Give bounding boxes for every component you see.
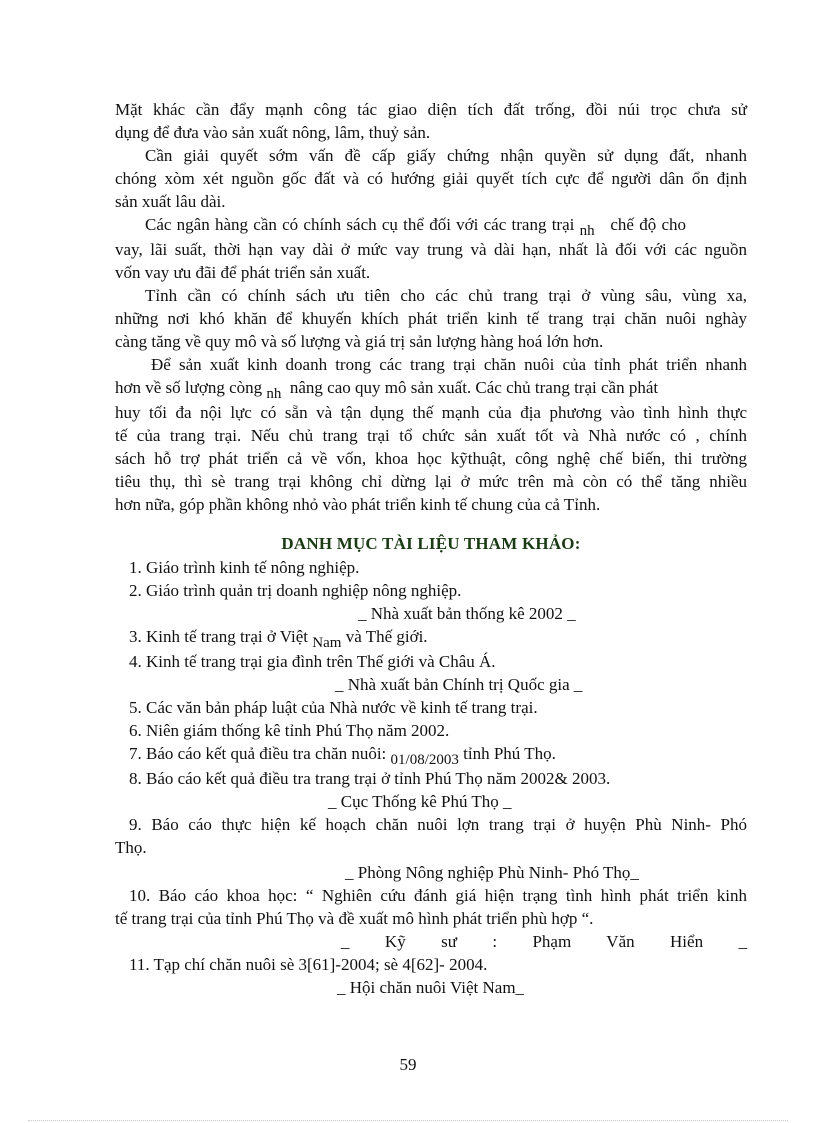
reference-item: 1. Giáo trình kinh tế nông nghiệp. xyxy=(129,558,360,577)
text-line: hơn nữa, góp phần không nhỏ vào phát triển kinh tế chung của cả Tỉnh. xyxy=(115,495,601,514)
references-list xyxy=(115,556,747,999)
text-fragment: hơn về số lượng còng xyxy=(115,378,263,397)
text-line: Tỉnh cần có chính sách ưu tiên cho các chủ trang trại ở vùng sâu, vùng xa, xyxy=(145,286,747,305)
text-line: dụng để đưa vào sản xuất nông, lâm, thuỷ sản. xyxy=(115,123,431,142)
reference-source: _ Nhà xuất bản Chính trị Quốc gia _ xyxy=(335,675,583,694)
reference-item: 2. Giáo trình quản trị doanh nghiệp nông nghiệp. xyxy=(129,581,462,600)
text-line: sản xuất lâu dài. xyxy=(115,192,226,211)
text-fragment: 3. Kinh tế trang trại ở Việt xyxy=(129,627,309,646)
subscript-text: Nam xyxy=(312,635,342,651)
text-fragment: nâng cao quy mô sản xuất. Các chủ trang trại cần phát xyxy=(289,378,659,397)
text-line xyxy=(115,376,747,401)
reference-item: 8. Báo cáo kết quả điều tra trang trại ở tỉnh Phú Thọ năm 2002& 2003. xyxy=(129,769,611,788)
reference-item: tế trang trại của tỉnh Phú Thọ và đề xuất mô hình phát triển phù hợp “. xyxy=(115,909,594,928)
text-line: sách hỗ trợ phát triển cả về vốn, khoa học kỹthuật, công nghệ chế biến, thi trường xyxy=(115,449,747,468)
reference-item: 11. Tạp chí chăn nuôi sè 3[61]-2004; sè 4[62]- 2004. xyxy=(129,955,488,974)
text-fragment: Các ngân hàng cần có chính sách cụ thể đối với các trang trại xyxy=(145,215,575,234)
reference-source: _ Hội chăn nuôi Việt Nam_ xyxy=(337,978,525,997)
paragraph-3 xyxy=(115,213,747,284)
page-bottom-border xyxy=(28,1120,788,1121)
reference-item: 9. Báo cáo thực hiện kế hoạch chăn nuôi lợn trang trại ở huyện Phù Ninh- Phó xyxy=(129,815,747,834)
paragraph-1 xyxy=(115,98,747,144)
reference-source: _ Kỹ sư : Phạm Văn Hiển _ xyxy=(341,932,747,951)
paragraph-5 xyxy=(115,353,747,516)
text-fragment: chế độ cho xyxy=(610,215,686,234)
text-line: vay, lãi suất, thời hạn vay dài ở mức vay trung và dài hạn, nhất là đối với các nguồn xyxy=(115,240,747,259)
reference-item: Thọ. xyxy=(115,838,147,857)
text-line: vốn vay ưu đãi để phát triển sản xuất. xyxy=(115,263,371,282)
paragraph-2 xyxy=(115,144,747,213)
reference-item: 5. Các văn bản pháp luật của Nhà nước về kinh tế trang trại. xyxy=(129,698,538,717)
text-line: Cần giải quyết sớm vấn đề cấp giấy chứng nhận quyền sử dụng đất, nhanh xyxy=(145,146,747,165)
text-line xyxy=(115,213,747,238)
reference-item: 6. Niên giám thống kê tỉnh Phú Thọ năm 2002. xyxy=(129,721,450,740)
subscript-text: nh xyxy=(579,223,595,239)
text-line: càng tăng về quy mô và số lượng và giá trị sản lượng hàng hoá lớn hơn. xyxy=(115,332,604,351)
reference-item xyxy=(115,625,747,650)
reference-item: 4. Kinh tế trang trại gia đình trên Thế giới và Châu Á. xyxy=(129,652,496,671)
reference-item: 10. Báo cáo khoa học: “ Nghiên cứu đánh giá hiện trạng tình hình phát triển kinh xyxy=(129,886,747,905)
text-fragment: 7. Báo cáo kết quả điều tra chăn nuôi: xyxy=(129,744,387,763)
paragraph-4 xyxy=(115,284,747,353)
reference-item xyxy=(115,742,747,767)
text-line: Mặt khác cần đẩy mạnh công tác giao diện tích đất trống, đồi núi trọc chưa sử xyxy=(115,100,747,119)
page-number: 59 xyxy=(399,1055,417,1074)
subscript-text: 01/08/2003 xyxy=(390,752,459,768)
text-line: những nơi khó khăn để khuyến khích phát triển kinh tế trang trại chăn nuôi nghày xyxy=(115,309,747,328)
reference-source: _ Cục Thống kê Phú Thọ _ xyxy=(328,792,512,811)
body-text xyxy=(115,98,747,516)
reference-source: _ Phòng Nông nghiệp Phù Ninh- Phó Thọ_ xyxy=(345,863,639,882)
text-line: chóng xòm xét nguồn gốc đất và có hướng giải quyết tích cực để người dân ổn định xyxy=(115,169,747,188)
references-heading: DANH MỤC TÀI LIỆU THAM KHẢO: xyxy=(281,534,581,553)
reference-source: _ Nhà xuất bản thống kê 2002 _ xyxy=(358,604,576,623)
text-fragment: và Thế giới. xyxy=(345,627,428,646)
text-line: tiêu thụ, thì sè trang trại không chỉ dừng lại ở mức trên mà còn có thể tăng nhiều xyxy=(115,472,747,491)
text-fragment: tỉnh Phú Thọ. xyxy=(463,744,556,763)
subscript-text: nh xyxy=(266,386,282,402)
text-line: Để sản xuất kinh doanh trong các trang trại chăn nuôi của tỉnh phát triển nhanh xyxy=(151,355,747,374)
text-line: huy tối đa nội lực có sẵn và tận dụng thế mạnh của địa phương vào tình hình thực xyxy=(115,403,747,422)
text-line: tế của trang trại. Nếu chủ trang trại tổ chức sản xuất tốt và Nhà nước có , chính xyxy=(115,426,747,445)
